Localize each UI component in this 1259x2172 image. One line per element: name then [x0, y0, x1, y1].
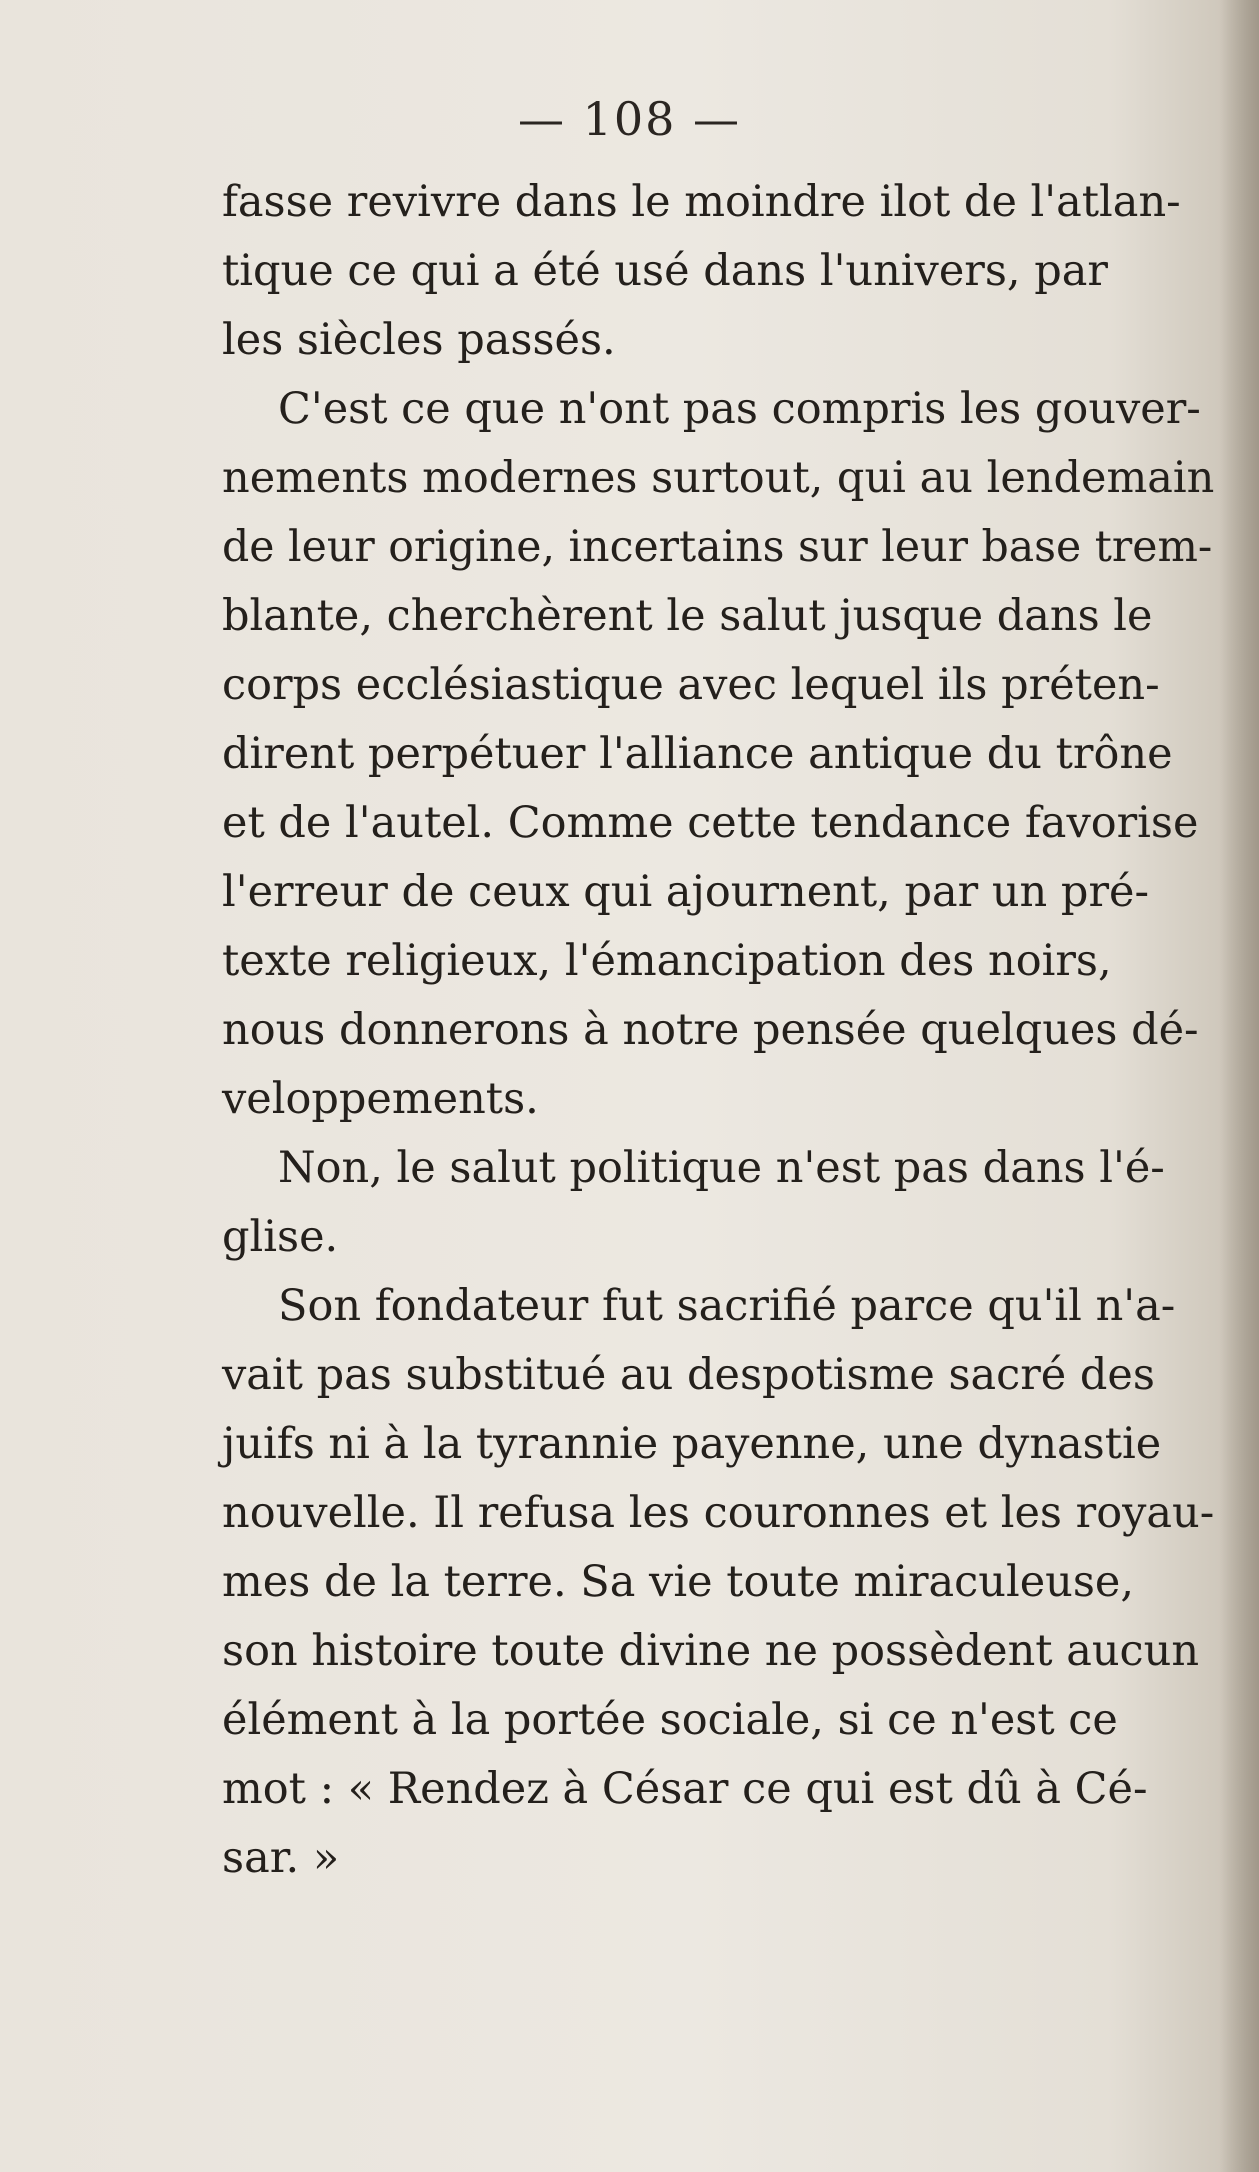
text-line: sar. » — [222, 1833, 340, 1883]
text-line: veloppements. — [222, 1074, 539, 1124]
text-line: glise. — [222, 1212, 339, 1262]
text-line: blante, cherchèrent le salut jusque dans le — [222, 591, 1153, 641]
page-number: — 108 — — [517, 92, 742, 146]
text-line: Son fondateur fut sacrifié parce qu'il n'a- — [278, 1281, 1176, 1331]
text-line: tique ce qui a été usé dans l'univers, par — [222, 246, 1108, 296]
text-line: mot : « Rendez à César ce qui est dû à Cé- — [222, 1764, 1148, 1814]
text-line: son histoire toute divine ne possèdent aucun — [222, 1626, 1200, 1676]
text-line: élément à la portée sociale, si ce n'est ce — [222, 1695, 1118, 1745]
text-line: Non, le salut politique n'est pas dans l'é- — [278, 1143, 1165, 1193]
text-line: vait pas substitué au despotisme sacré des — [222, 1350, 1155, 1400]
text-line: C'est ce que n'ont pas compris les gouver- — [278, 384, 1201, 434]
text-line: fasse revivre dans le moindre ilot de l'atlan- — [222, 177, 1181, 227]
text-line: les siècles passés. — [222, 315, 616, 365]
paragraph-continuation — [222, 168, 1214, 375]
text-line: mes de la terre. Sa vie toute miraculeuse, — [222, 1557, 1135, 1607]
text-line: dirent perpétuer l'alliance antique du trône — [222, 729, 1173, 779]
text-line: nous donnerons à notre pensée quelques dé- — [222, 1005, 1199, 1055]
text-line: juifs ni à la tyrannie payenne, une dynastie — [222, 1419, 1162, 1469]
paragraph-church — [222, 1134, 1214, 1272]
paragraph-governments — [222, 375, 1214, 1134]
text-line: texte religieux, l'émancipation des noirs, — [222, 936, 1112, 986]
text-line: corps ecclésiastique avec lequel ils préten- — [222, 660, 1160, 710]
text-line: l'erreur de ceux qui ajournent, par un pré- — [222, 867, 1149, 917]
text-line: nements modernes surtout, qui au lendemain — [222, 453, 1215, 503]
body-text — [222, 168, 1214, 1893]
text-line: et de l'autel. Comme cette tendance favorise — [222, 798, 1199, 848]
text-line: de leur origine, incertains sur leur base trem- — [222, 522, 1213, 572]
text-line: nouvelle. Il refusa les couronnes et les royau- — [222, 1488, 1215, 1538]
paragraph-founder — [222, 1272, 1214, 1893]
